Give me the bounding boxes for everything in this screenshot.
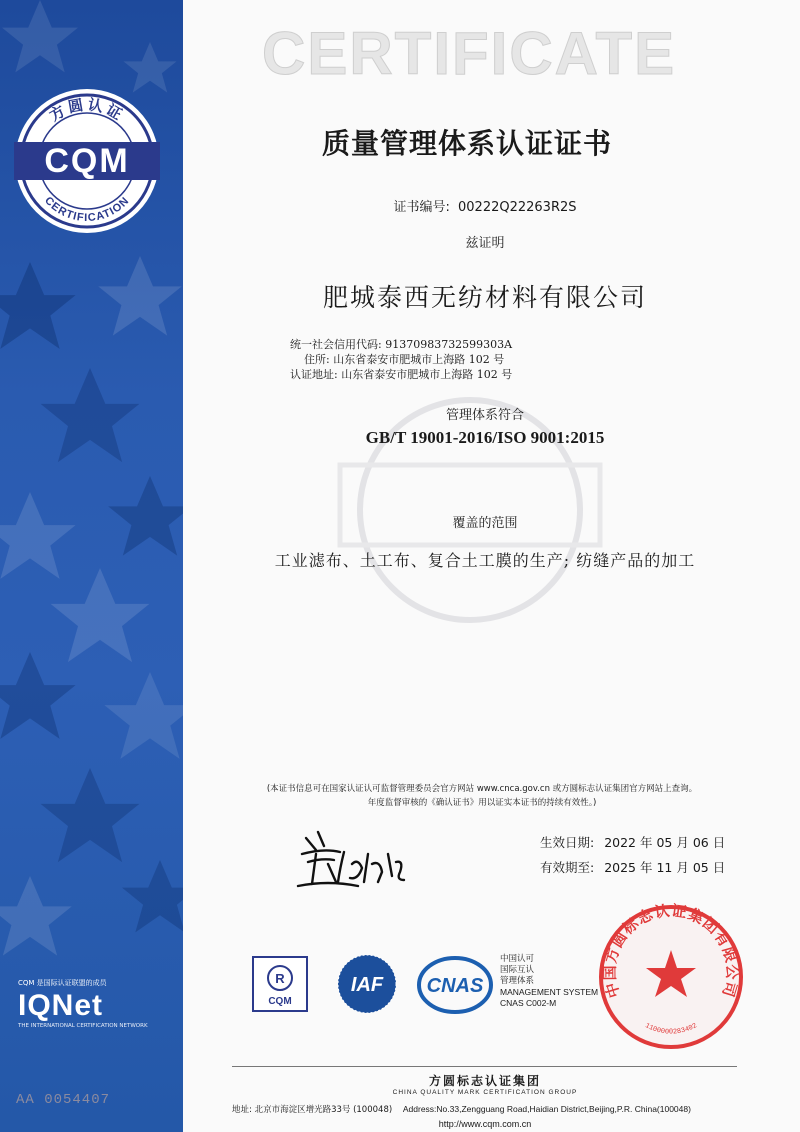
certificate-number-label: 证书编号: — [393, 200, 450, 215]
iaf-logo — [332, 953, 402, 1015]
standard-heading: 管理体系符合 — [445, 408, 524, 423]
iqnet-caption: CQM 是国际认证联盟的成员 — [18, 979, 107, 987]
footer-divider — [232, 1066, 737, 1067]
cqm-seal-logo — [14, 88, 160, 234]
expiry-date-label: 有效期至: — [540, 860, 595, 875]
handwritten-signature — [288, 824, 428, 896]
official-red-stamp — [596, 902, 746, 1052]
issuer-website: http://www.cqm.com.cn — [438, 1119, 532, 1129]
scope-text: 工业滤布、土工布、复合土工膜的生产; 纺缝产品的加工 — [274, 551, 696, 570]
issuer-address — [232, 1103, 752, 1115]
standard-code: GB/T 19001-2016/ISO 9001:2015 — [365, 428, 605, 447]
accreditation-line-1: 中国认可 — [500, 954, 535, 964]
svg-text:CQM: CQM — [268, 996, 292, 1007]
svg-text:R: R — [275, 971, 285, 986]
registered-address: 住所: 山东省泰安市肥城市上海路 102 号 — [304, 353, 505, 366]
notice-line-1: (本证书信息可在国家认证认可监督管理委员会官方网站 www.cnca.gov.cn 或方圆标志认证集团官方网站上查询。 — [266, 784, 698, 794]
verification-notice — [232, 782, 732, 810]
certified-address: 认证地址: 山东省泰安市肥城市上海路 102 号 — [290, 368, 513, 381]
certificate-heading: CERTIFICATE — [262, 20, 677, 87]
accreditation-line-5: CNAS C002-M — [500, 998, 557, 1008]
svg-text:IAF: IAF — [350, 974, 384, 996]
svg-text:中国方圆标志认证集团有限公司: 中国方圆标志认证集团有限公司 — [600, 902, 742, 1000]
scope-heading: 覆盖的范围 — [452, 516, 518, 531]
credit-code: 统一社会信用代码: 91370983732599303A — [290, 338, 513, 351]
cqm-registered-logo — [252, 956, 308, 1012]
iqnet-logo — [18, 978, 168, 1029]
left-decorative-band — [0, 0, 183, 1132]
effective-date — [540, 830, 760, 855]
iqnet-name: IQNet — [18, 989, 104, 1022]
issuer-address-en: Address:No.33,Zengguang Road,Haidian District,Beijing,P.R. China(100048) — [402, 1104, 691, 1114]
notice-line-2: 年度监督审核的《确认证书》用以证实本证书的持续有效性。) — [367, 798, 597, 808]
serial-number: AA 0054407 — [16, 1092, 111, 1108]
issuer-address-cn: 地址: 北京市海淀区增光路33号 (100048) — [232, 1105, 393, 1115]
iqnet-subtitle: THE INTERNATIONAL CERTIFICATION NETWORK — [18, 1023, 148, 1029]
company-details — [290, 337, 690, 382]
certificate-title: 质量管理体系认证证书 — [321, 127, 612, 160]
expiry-date-value: 2025 年 11 月 05 日 — [604, 860, 726, 875]
svg-text:方圆认证: 方圆认证 — [46, 95, 128, 126]
svg-text:CQM: CQM — [44, 142, 130, 180]
hereby-text: 兹证明 — [465, 236, 505, 251]
accreditation-line-4: MANAGEMENT SYSTEM — [500, 987, 599, 997]
svg-text:CERTIFICATION: CERTIFICATION — [42, 194, 132, 225]
certificate-number — [300, 196, 670, 215]
cnas-logo — [416, 955, 494, 1015]
issuer-name-en: CHINA QUALITY MARK CERTIFICATION GROUP — [392, 1089, 578, 1096]
svg-text:1100000283402: 1100000283402 — [643, 1022, 699, 1037]
effective-date-value: 2022 年 05 月 06 日 — [604, 835, 726, 850]
issuer-name-cn: 方圆标志认证集团 — [428, 1074, 541, 1088]
certificate-number-value: 00222Q22263R2S — [458, 200, 577, 215]
accreditation-line-2: 国际互认 — [500, 965, 535, 975]
expiry-date — [540, 855, 760, 880]
accreditation-line-3: 管理体系 — [500, 976, 535, 986]
svg-text:CNAS: CNAS — [426, 975, 484, 997]
effective-date-label: 生效日期: — [540, 835, 595, 850]
company-name: 肥城泰西无纺材料有限公司 — [322, 283, 647, 312]
validity-dates — [540, 830, 760, 880]
